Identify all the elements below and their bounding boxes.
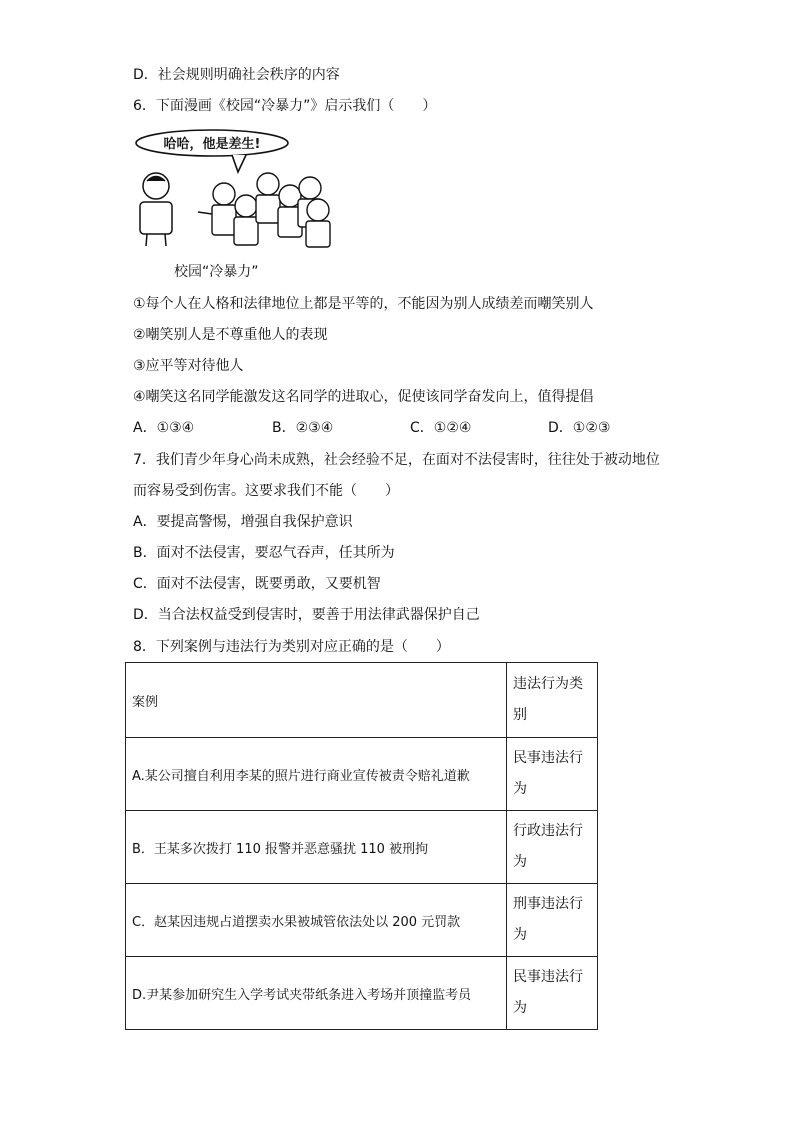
table-row bbox=[126, 884, 598, 957]
row-case: D.尹某参加研究生入学考试夹带纸条进入考场并顶撞监考员 bbox=[126, 957, 507, 1030]
speech-bubble-text: 哈哈，他是差生! bbox=[163, 137, 261, 152]
cartoon-caption: 校园“冷暴力” bbox=[174, 264, 259, 280]
q6-option-b: B．②③④ bbox=[272, 420, 334, 436]
q7-option-a: A．要提高警惕，增强自我保护意识 bbox=[133, 514, 353, 530]
q6-option-a: A．①③④ bbox=[133, 420, 195, 436]
table-row bbox=[126, 811, 598, 884]
cartoon-image bbox=[132, 128, 344, 252]
statement-3: ③应平等对待他人 bbox=[133, 358, 244, 374]
statement-2: ②嘲笑别人是不尊重他人的表现 bbox=[133, 327, 328, 343]
header-case: 案例 bbox=[126, 663, 507, 738]
question-8: 8．下列案例与违法行为类别对应正确的是（ ） bbox=[133, 639, 450, 655]
q7-option-c: C．面对不法侵害，既要勇敢，又要机智 bbox=[133, 576, 381, 592]
question-7-line-1: 7．我们青少年身心尚未成熟，社会经验不足，在面对不法侵害时，往往处于被动地位 bbox=[133, 452, 660, 468]
q6-option-c: C．①②④ bbox=[410, 420, 472, 436]
question-6: 6．下面漫画《校园“冷暴力”》启示我们（ ） bbox=[133, 98, 437, 114]
q6-option-d: D．①②③ bbox=[548, 420, 611, 436]
q5-option-d: D．社会规则明确社会秩序的内容 bbox=[133, 67, 340, 83]
q7-option-b: B．面对不法侵害，要忍气吞声，任其所为 bbox=[133, 545, 395, 561]
table-row bbox=[126, 957, 598, 1030]
statement-1: ①每个人在人格和法律地位上都是平等的，不能因为别人成绩差而嘲笑别人 bbox=[133, 296, 594, 312]
row-case: B．王某多次拨打 110 报警并恶意骚扰 110 被刑拘 bbox=[126, 811, 507, 884]
q7-option-d: D．当合法权益受到侵害时，要善于用法律武器保护自己 bbox=[133, 607, 480, 623]
question-7-line-2: 而容易受到伤害。这要求我们不能（ ） bbox=[133, 483, 399, 499]
row-type: 行政违法行为 bbox=[507, 811, 598, 884]
case-table bbox=[125, 662, 598, 1030]
row-type: 民事违法行为 bbox=[507, 738, 598, 811]
table-row bbox=[126, 738, 598, 811]
row-case: C．赵某因违规占道摆卖水果被城管依法处以 200 元罚款 bbox=[126, 884, 507, 957]
row-type: 刑事违法行为 bbox=[507, 884, 598, 957]
crowd-figures bbox=[198, 173, 330, 247]
header-type: 违法行为类别 bbox=[507, 663, 598, 738]
row-case: A.某公司擅自利用李某的照片进行商业宣传被责令赔礼道歉 bbox=[126, 738, 507, 811]
lonely-student-figure bbox=[140, 173, 172, 246]
table-header-row bbox=[126, 663, 598, 738]
row-type: 民事违法行为 bbox=[507, 957, 598, 1030]
statement-4: ④嘲笑这名同学能激发这名同学的进取心，促使该同学奋发向上，值得提倡 bbox=[133, 389, 594, 405]
